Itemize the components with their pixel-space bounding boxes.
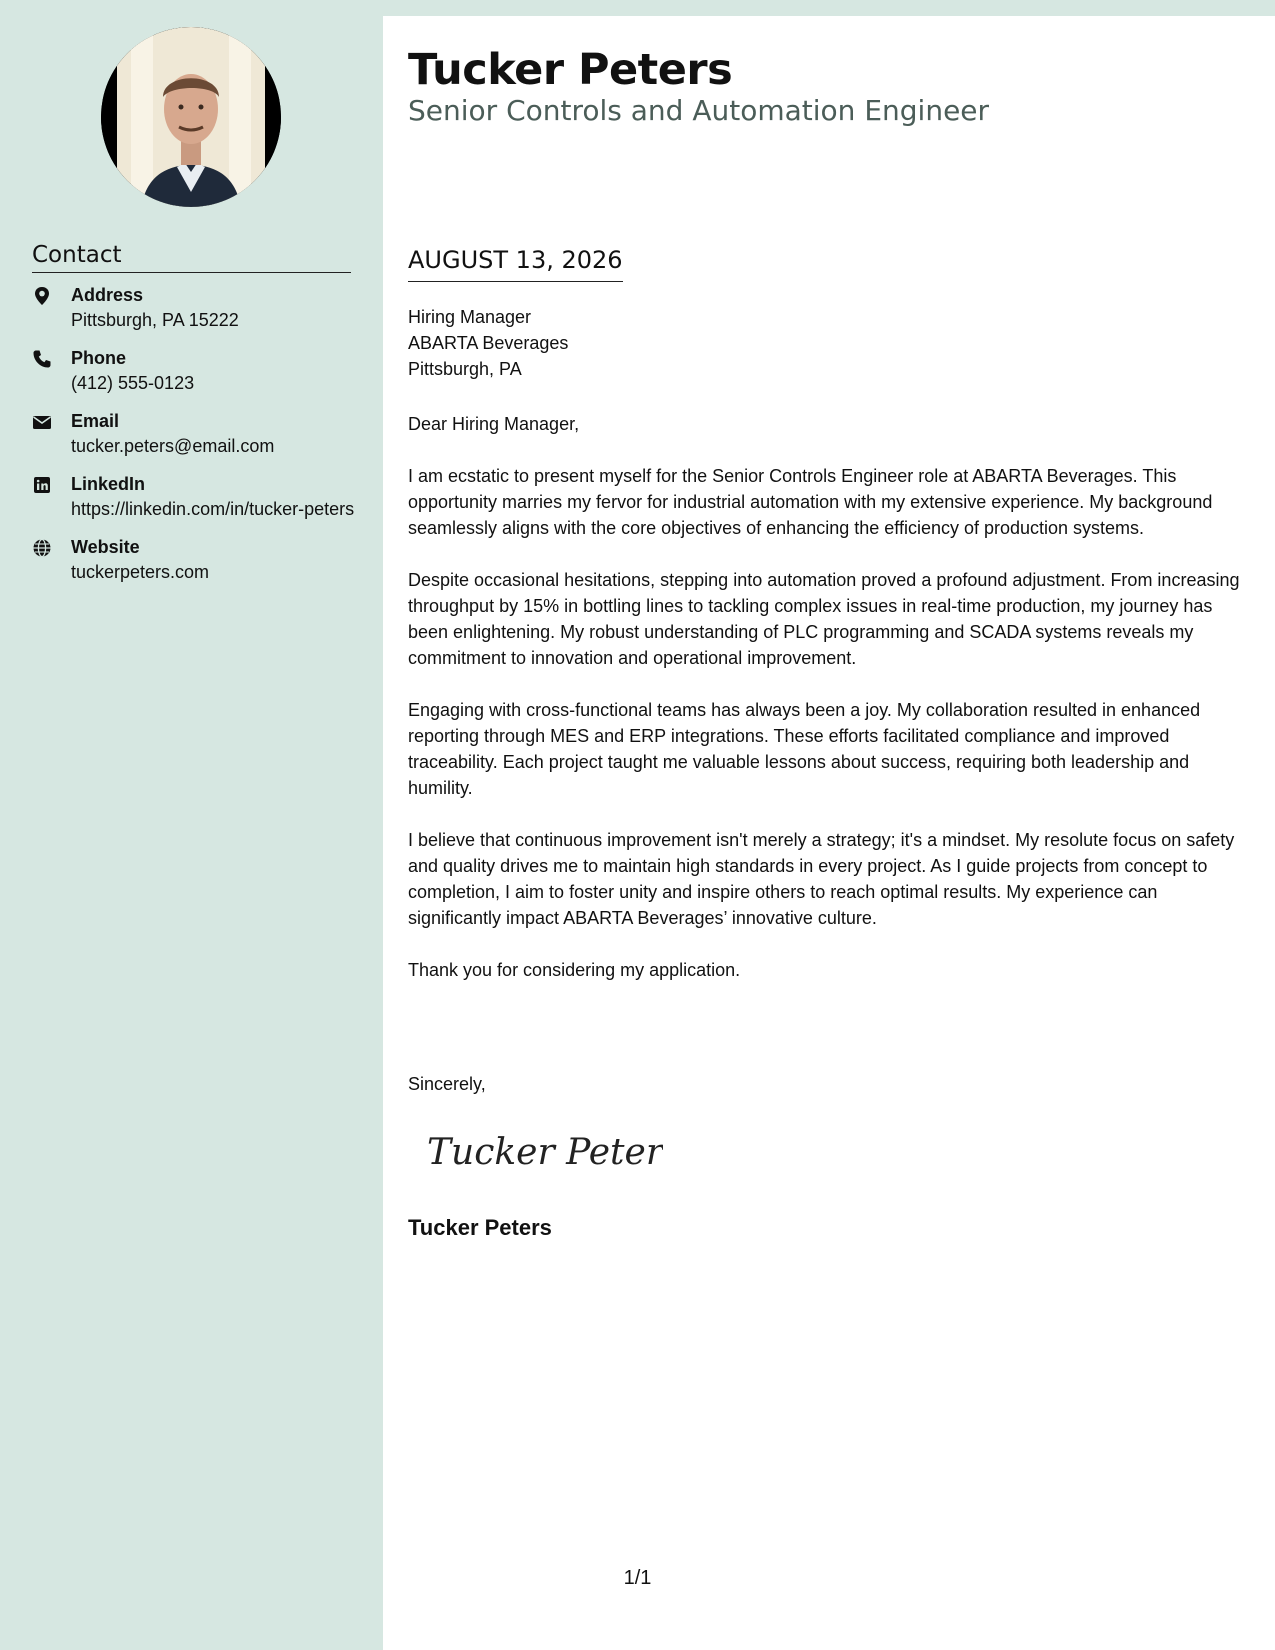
recipient-block (408, 304, 568, 382)
email-value[interactable]: tucker.peters@email.com (71, 436, 275, 456)
recipient-line: Hiring Manager (408, 307, 532, 327)
letter-paragraph: Thank you for considering my application. (408, 960, 741, 980)
letter-paragraph: Despite occasional hesitations, stepping into automation proved a profound adjustment. From increasing throughput by 15% in bottling lines to tackling complex issues in real-time production, my journey has been enlightening. My robust understanding of PLC programming and SCADA systems reveals my commitment to innovation and operational improvement. (408, 570, 1240, 668)
contact-item-website (32, 535, 362, 584)
contact-heading: Contact (32, 240, 351, 273)
linkedin-value[interactable]: https://linkedin.com/in/tucker-peters (71, 499, 355, 519)
contact-label: Address (71, 285, 144, 305)
phone-value: (412) 555-0123 (71, 373, 195, 393)
contact-item-email (32, 409, 362, 458)
recipient-line: Pittsburgh, PA (408, 359, 522, 379)
signature-script: Tucker Peters (427, 1132, 663, 1173)
contact-label: Website (71, 537, 140, 557)
location-pin-icon (32, 286, 52, 306)
contact-label: LinkedIn (71, 474, 146, 494)
globe-icon (32, 538, 52, 558)
job-title: Senior Controls and Automation Engineer (408, 94, 990, 127)
contact-label: Email (71, 411, 120, 431)
address-value: Pittsburgh, PA 15222 (71, 310, 239, 330)
envelope-icon (32, 412, 52, 432)
signature-name: Tucker Peters (408, 1215, 552, 1240)
avatar (101, 27, 281, 207)
letter-paragraph: I believe that continuous improvement isn't merely a strategy; it's a mindset. My resolute focus on safety and quality drives me to maintain high standards in every project. As I guide projects from concept to completion, I aim to foster unity and inspire others to reach optimal results. My experience can significantly impact ABARTA Beverages’ innovative culture. (408, 830, 1235, 928)
closing: Sincerely, (408, 1074, 486, 1094)
sidebar (0, 0, 383, 1650)
signature (423, 1121, 663, 1186)
contact-item-phone (32, 346, 362, 395)
website-value[interactable]: tuckerpeters.com (71, 562, 210, 582)
letter-paragraph: I am ecstatic to present myself for the Senior Controls Engineer role at ABARTA Beverages. This opportunity marries my fervor for industrial automation with my extensive experience. My background seamlessly aligns with the core objectives of enhancing the efficiency of production systems. (408, 466, 1213, 538)
letter-body (383, 16, 1275, 1650)
salutation: Dear Hiring Manager, (408, 414, 580, 434)
linkedin-icon (32, 475, 52, 495)
contact-label: Phone (71, 348, 127, 368)
contact-item-linkedin (32, 472, 362, 521)
recipient-line: ABARTA Beverages (408, 333, 569, 353)
letter-date: AUGUST 13, 2026 (408, 244, 623, 282)
contact-list (32, 283, 362, 598)
phone-icon (32, 349, 52, 369)
letter-paragraph: Engaging with cross-functional teams has always been a joy. My collaboration resulted in enhanced reporting through MES and ERP integrations. These efforts facilitated compliance and improved traceability. Each project taught me valuable lessons about success, requiring both leadership and humility. (408, 700, 1201, 798)
page-number: 1/1 (623, 1567, 652, 1589)
letter-content (408, 411, 1246, 1009)
contact-item-address (32, 283, 362, 332)
applicant-name: Tucker Peters (408, 45, 733, 95)
